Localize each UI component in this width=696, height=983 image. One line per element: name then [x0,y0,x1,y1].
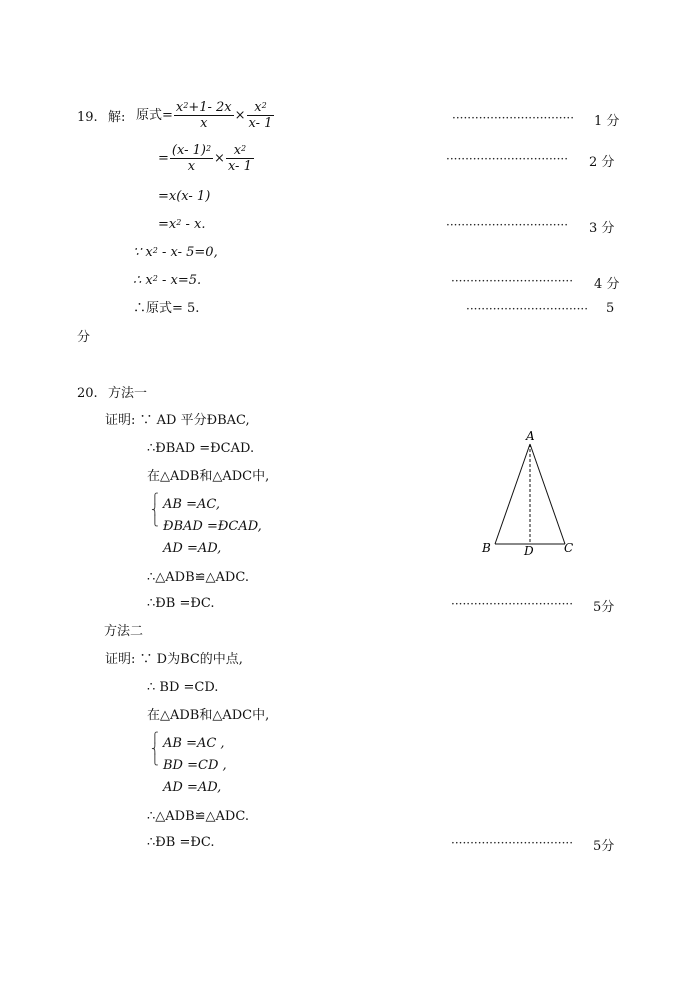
m2-line2: ∴ BD =CD. [147,680,219,695]
m2-brace: ⎧ ⎨ ⎩ [151,733,159,766]
m2-line4: ∴△ADB≌△ADC. [147,809,249,824]
side-ac [530,444,565,544]
dot-leader-2: ································ [446,152,569,166]
yuanshi-label: 原式= [136,108,173,123]
m2-cond2: BD =CD , [163,758,227,773]
dot-leader-3: ································ [446,218,569,232]
m1-line4: ∴△ADB≌△ADC. [147,570,249,585]
dot-leader-1: ································ [452,111,575,125]
m1-cond1: AB =AC, [163,497,220,512]
fraction-1: $\frac{x^2+1- 2x}{x}$ [175,100,232,131]
label-c: C [564,541,574,555]
m2-cond1: AB =AC , [163,736,225,751]
m1-line1: 证明: ∵ AD 平分ÐBAC, [105,413,250,428]
m2-line5: ∴ÐB =ÐC. [147,835,215,850]
q20-number: 20. [77,386,98,401]
score-4: 4 分 [594,277,620,292]
label-b: B [482,541,491,555]
score-5-wrap: 分 [77,330,91,345]
q19-line3: =x(x- 1) [158,189,211,204]
q19-line6: ∴ $x^2 - x=5$. [133,273,202,288]
method2-title: 方法二 [104,624,144,639]
m2-score: 5分 [593,839,615,854]
m1-score: 5分 [593,600,615,615]
dot-leader-6: ································ [451,597,574,611]
label-a: A [526,429,535,443]
m1-brace: ⎧ ⎨ ⎩ [151,494,159,527]
m2-line3: 在△ADB和△ADC中, [147,708,270,723]
m1-cond2: ÐBAD =ÐCAD, [163,519,262,534]
m1-line2: ∴ÐBAD =ÐCAD. [147,441,255,456]
m1-line5: ∴ÐB =ÐC. [147,596,215,611]
m1-line3: 在△ADB和△ADC中, [147,469,270,484]
q19-line1: 原式= $\frac{x^2+1- 2x}{x}$ × $\frac{x^2}{x- 1}$ [136,100,273,131]
dot-leader-7: ································ [451,836,574,850]
q19-number: 19. [77,110,98,125]
q19-line5: ∵ $x^2 - x-$ 5=0, [133,245,218,260]
label-d: D [524,544,534,558]
dot-leader-4: ································ [451,274,574,288]
fraction-2: $\frac{x^2}{x- 1}$ [248,100,273,131]
q19-jie: 解: [108,110,126,125]
side-ab [495,444,530,544]
m1-cond3: AD =AD, [163,541,222,556]
triangle-figure [476,424,586,560]
fraction-3: $\frac{(x- 1)^2}{x}$ [171,143,212,174]
score-2: 2 分 [589,155,615,170]
score-5: 5 [606,301,615,316]
dot-leader-5: ································ [466,302,589,316]
score-3: 3 分 [589,221,615,236]
q19-line7: ∴原式= 5. [133,301,200,316]
fraction-4: $\frac{x^2}{x- 1}$ [227,143,252,174]
q19-line2: = $\frac{(x- 1)^2}{x}$ × $\frac{x^2}{x- 1}$ [158,143,252,174]
q19-line4: $=x^2 - x$. [158,217,206,232]
method1-title: 方法一 [108,386,148,401]
m2-line1: 证明: ∵ D为BC的中点, [105,652,243,667]
score-1: 1 分 [594,114,620,129]
m2-cond3: AD =AD, [163,780,222,795]
